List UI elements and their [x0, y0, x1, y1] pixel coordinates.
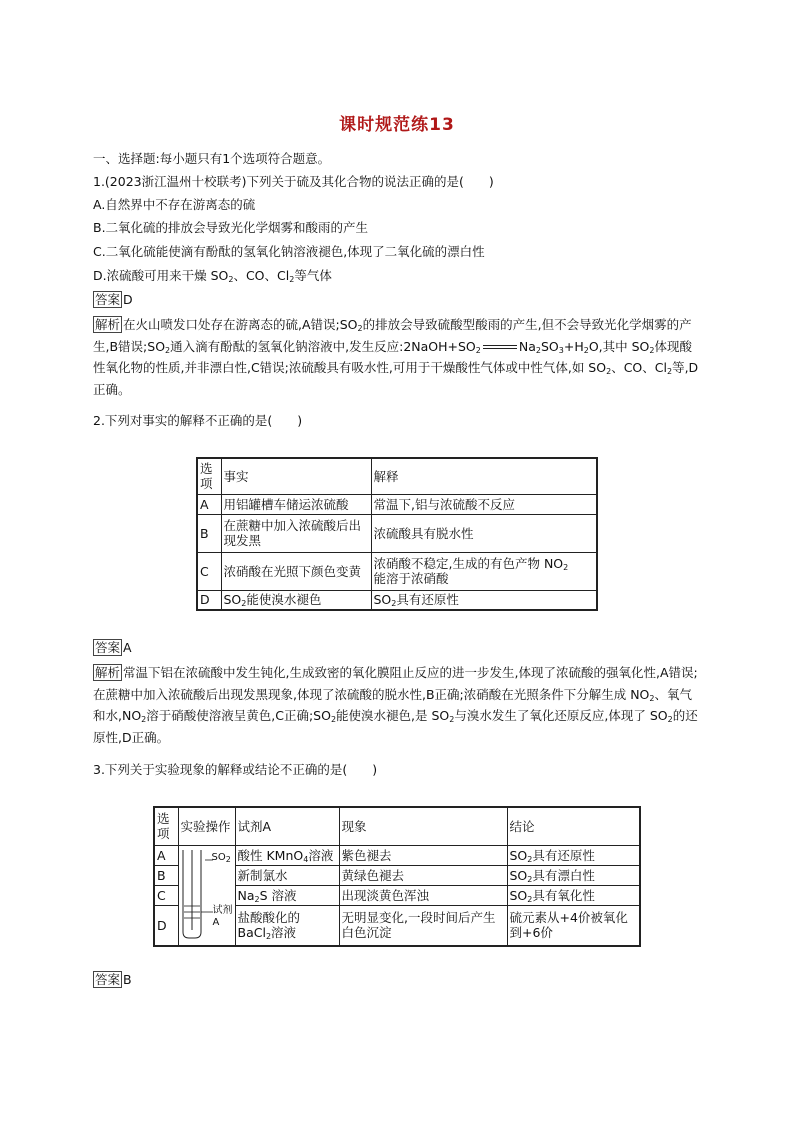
table-header-row [197, 458, 597, 494]
header-cell: 结论 [507, 807, 640, 845]
header-cell: 试剂A [235, 807, 339, 845]
table-row: C 浓硝酸在光照下颜色变黄 浓硝酸不稳定,生成的有色产物 $NO_2$ 能溶于浓硝酸 [197, 552, 597, 590]
answer-tag: 答案 [95, 972, 121, 987]
q1-analysis: 解析 在火山喷发口处存在游离态的硫,A错误$;SO_2$的排放会导致硫酸型酸雨的产生,但不会导致光化学烟雾的产生,B错误$;SO_2$通入滴有酚酞的氢氧化钠溶液中,发生反应$:2NaOH+SO_2$ $Na_2SO_3+H_2O$,其中 $SO_2$体现酸性氧化物的性质,并非漂白性,C错误;浓硫酸具有吸水性,可用于干燥酸性气体或中性气体,如 $SO_2$、CO、$Cl_2$等,D正确。 [93, 317, 699, 397]
table-row: B 新制氯水 黄绿色褪去 $SO_2$具有漂白性 [154, 865, 640, 885]
table-row: A $SO_2$ 试剂A 酸性 KMnO$_4$溶液 紫色褪去 $SO_2$具有还原性 [154, 845, 640, 865]
q1-answer: 答案 D [95, 292, 133, 307]
section-heading: 一、选择题:每小题只有1个选项符合题意。 [93, 151, 331, 166]
table-header-row [154, 807, 640, 845]
header-cell: 选项 [197, 458, 221, 494]
page-title: 课时规范练13 [339, 115, 455, 135]
header-cell: 实验操作 [178, 807, 235, 845]
q1-option-a: A.自然界中不存在游离态的硫 [93, 197, 256, 212]
table-row: A 用铝罐槽车储运浓硫酸 常温下,铝与浓硫酸不反应 [197, 494, 597, 514]
q3-stem: 3.下列关于实验现象的解释或结论不正确的是( ) [93, 762, 378, 777]
header-cell: 现象 [339, 807, 507, 845]
q2-analysis: 解析 常温下铝在浓硫酸中发生钝化,生成致密的氧化膜阻止反应的进一步发生,体现了浓硫酸的强氧化性,A错误;在蔗糖中加入浓硫酸后出现发黑现象,体现了浓硫酸的脱水性,B正确;浓硝酸在光照条件下分解生成 $NO_2$、氧气和水$,NO_2$溶于硝酸使溶液呈黄色,C正确$;SO_2$能使溴水褪色,是 $SO_2$与溴水发生了氧化还原反应,体现了 $SO_2$的还原性,D正确。 [93, 665, 698, 745]
diagram-gas-label: SO [211, 851, 226, 863]
q2-stem: 2.下列对事实的解释不正确的是( ) [93, 413, 303, 428]
table-row: D 盐酸酸化的 BaCl$_2$溶液 无明显变化,一段时间后产生白色沉淀 硫元素从+4价被氧化到+6价 [154, 905, 640, 945]
header-cell: 事实 [221, 458, 371, 494]
q1-option-d: D.浓硫酸可用来干燥 $SO_2$、CO、$Cl_2$等气体 [93, 268, 332, 284]
answer-tag: 答案 [95, 640, 121, 655]
q1-option-b: B.二氧化硫的排放会导致光化学烟雾和酸雨的产生 [93, 220, 369, 235]
analysis-tag: 解析 [95, 665, 121, 680]
table-row: B 在蔗糖中加入浓硫酸后出现发黑 浓硫酸具有脱水性 [197, 514, 597, 552]
table-row: C $Na_2S$ 溶液 出现淡黄色浑浊 $SO_2$具有氧化性 [154, 885, 640, 905]
answer-tag: 答案 [95, 292, 121, 307]
q2-table [196, 457, 598, 611]
diagram-reagent-label: 试剂A [212, 904, 233, 928]
q1-option-c: C.二氧化硫能使滴有酚酞的氢氧化钠溶液褪色,体现了二氧化硫的漂白性 [93, 244, 485, 259]
header-cell: 解释 [371, 458, 597, 494]
q3-table [153, 806, 641, 947]
analysis-tag: 解析 [95, 317, 121, 332]
header-cell: 选项 [154, 807, 178, 845]
apparatus-cell: $SO_2$ 试剂A [178, 845, 235, 946]
q2-answer: 答案 A [95, 640, 132, 655]
q1-stem: 1.(2023浙江温州十校联考)下列关于硫及其化合物的说法正确的是( ) [93, 174, 494, 189]
table-row: D $SO_2$能使溴水褪色 $SO_2$具有还原性 [197, 590, 597, 610]
q3-answer: 答案 B [95, 972, 132, 987]
